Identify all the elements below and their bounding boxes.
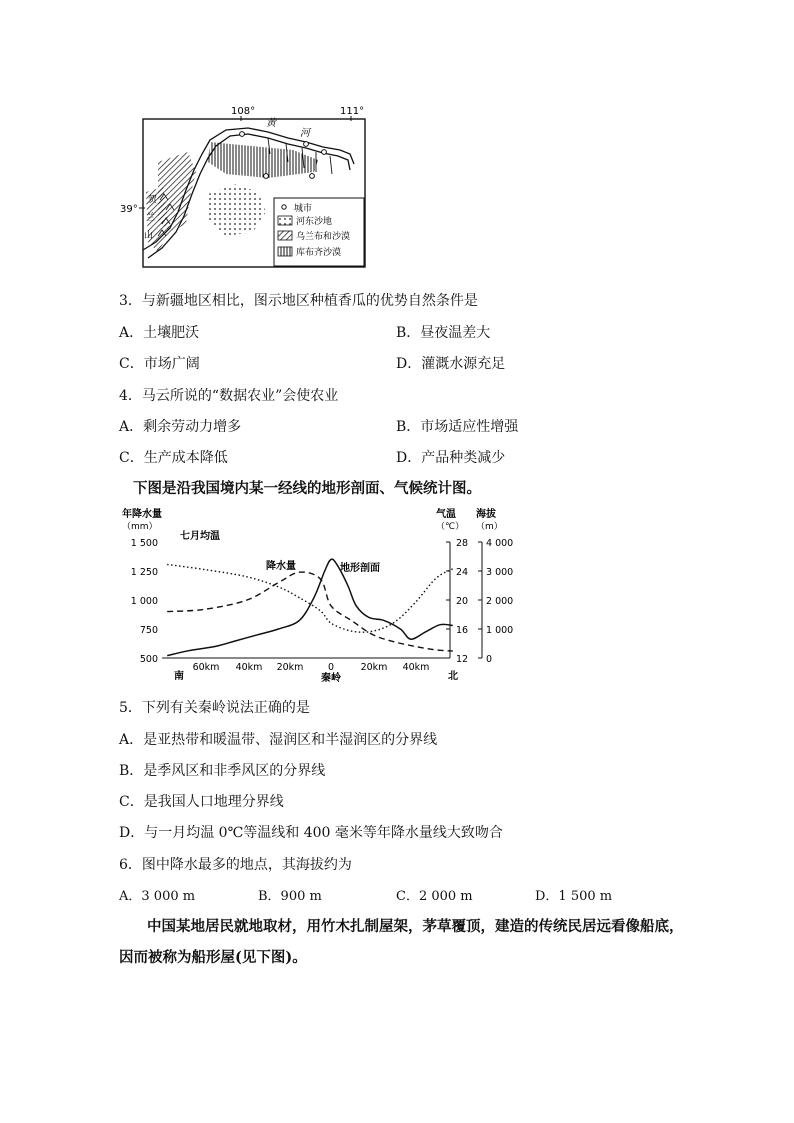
q4-option-a[interactable]: A．剩余劳动力增多 <box>119 419 242 435</box>
temp-axis-unit: （℃） <box>436 522 465 532</box>
q5-option-a[interactable]: A．是亚热带和暖温带、湿润区和半湿润区的分界线 <box>119 732 438 748</box>
chart-intro: 下图是沿我国境内某一经线的地形剖面、气候统计图。 <box>133 480 481 497</box>
q4-option-c[interactable]: C．生产成本降低 <box>119 450 228 466</box>
legend-hedong-swatch <box>278 216 292 225</box>
south-label: 南 <box>174 671 184 682</box>
left-tick: 1 250 <box>130 567 158 578</box>
x-tick: 20km <box>276 662 304 673</box>
legend-kubuqi-label: 库布齐沙漠 <box>296 248 342 258</box>
temp-tick: 28 <box>456 538 469 549</box>
qinling-chart-svg <box>118 503 522 683</box>
q5-option-d[interactable]: D．与一月均温 0℃等温线和 400 毫米等年降水量线大致吻合 <box>119 825 503 841</box>
left-tick: 500 <box>139 654 158 665</box>
q3-stem: 3．与新疆地区相比，图示地区种植香瓜的优势自然条件是 <box>119 293 478 309</box>
mountain-label-3: 山 <box>144 231 154 241</box>
legend-ulanbuh-swatch <box>278 231 292 240</box>
mountain-label-1: 贺 <box>148 195 158 205</box>
series-layer <box>167 559 453 656</box>
q4-option-d[interactable]: D．产品种类减少 <box>396 450 506 466</box>
lat-39-label: 39° <box>120 204 138 215</box>
q3-option-b[interactable]: B．昼夜温差大 <box>396 325 491 341</box>
q6-option-a[interactable]: A．3 000 m <box>119 889 196 904</box>
legend-city-icon <box>282 205 286 209</box>
north-label: 北 <box>448 671 458 682</box>
legend-ulanbuh-label: 乌兰布和沙漠 <box>296 232 351 242</box>
legend-kubuqi-swatch <box>278 247 292 256</box>
elev-tick: 2 000 <box>486 596 514 607</box>
elev-axis-title: 海拔 <box>476 509 496 520</box>
left-tick: 1 500 <box>130 538 158 549</box>
elev-tick: 3 000 <box>486 567 514 578</box>
q6-option-b[interactable]: B．900 m <box>258 889 322 904</box>
left-tick: 750 <box>139 625 158 636</box>
july-temp-label: 七月均温 <box>180 531 220 542</box>
qinling-chart <box>118 503 522 683</box>
legend-city-label: 城市 <box>294 204 313 214</box>
lon-108-label: 108° <box>231 106 256 117</box>
temp-axis-title: 气温 <box>436 509 456 520</box>
elev-tick: 4 000 <box>486 538 514 549</box>
city-marker <box>240 132 245 137</box>
elev-tick: 1 000 <box>486 625 514 636</box>
q3-option-c[interactable]: C．市场广阔 <box>119 356 200 372</box>
temp-tick: 12 <box>456 654 469 665</box>
q5-option-c[interactable]: C．是我国人口地理分界线 <box>119 794 284 810</box>
x-tick: 20km <box>360 662 388 673</box>
july-temp-line <box>167 565 453 633</box>
x-tick: 40km <box>235 662 263 673</box>
city-marker <box>304 142 309 147</box>
region-map <box>118 102 380 270</box>
city-marker <box>310 174 315 179</box>
q3-option-a[interactable]: A．土壤肥沃 <box>119 325 200 341</box>
q6-option-c[interactable]: C．2 000 m <box>396 889 473 904</box>
river-label-2: 河 <box>300 128 310 139</box>
q3-option-d[interactable]: D．灌溉水源充足 <box>396 356 506 372</box>
intro-paragraph-line2: 因而被称为船形屋(见下图)。 <box>119 949 307 966</box>
left-axis-unit: （mm） <box>122 522 158 532</box>
qinling-label: 秦岭 <box>321 673 341 683</box>
terrain-label: 地形剖面 <box>340 563 380 574</box>
river-label-1: 黄 <box>266 118 276 129</box>
left-axis-title: 年降水量 <box>122 509 162 520</box>
city-marker <box>322 150 327 155</box>
q5-stem: 5．下列有关秦岭说法正确的是 <box>119 700 310 716</box>
elev-tick: 0 <box>486 654 493 665</box>
temp-tick: 16 <box>456 625 469 636</box>
lon-111-label: 111° <box>340 106 365 117</box>
q5-option-b[interactable]: B．是季风区和非季风区的分界线 <box>119 763 326 779</box>
precip-label: 降水量 <box>266 561 296 572</box>
q6-option-d[interactable]: D．1 500 m <box>535 889 613 904</box>
mountain-label-2: 兰 <box>146 213 156 223</box>
x-tick: 0 <box>327 662 335 673</box>
legend-hedong-label: 河东沙地 <box>296 217 333 227</box>
city-marker <box>264 174 269 179</box>
q6-stem: 6．图中降水最多的地点，其海拔约为 <box>119 857 352 873</box>
temp-tick: 20 <box>456 596 469 607</box>
left-tick: 1 000 <box>130 596 158 607</box>
q4-option-b[interactable]: B．市场适应性增强 <box>396 419 519 435</box>
region-map-svg <box>118 102 380 270</box>
q4-stem: 4．马云所说的“数据农业”会使农业 <box>119 388 339 404</box>
x-tick: 60km <box>192 662 220 673</box>
intro-paragraph-line1: 中国某地居民就地取材，用竹木扎制屋架，茅草覆顶，建造的传统民居远看像船底， <box>147 918 684 935</box>
temp-tick: 24 <box>456 567 469 578</box>
x-tick: 40km <box>402 662 430 673</box>
elev-axis-unit: （m） <box>476 522 503 532</box>
